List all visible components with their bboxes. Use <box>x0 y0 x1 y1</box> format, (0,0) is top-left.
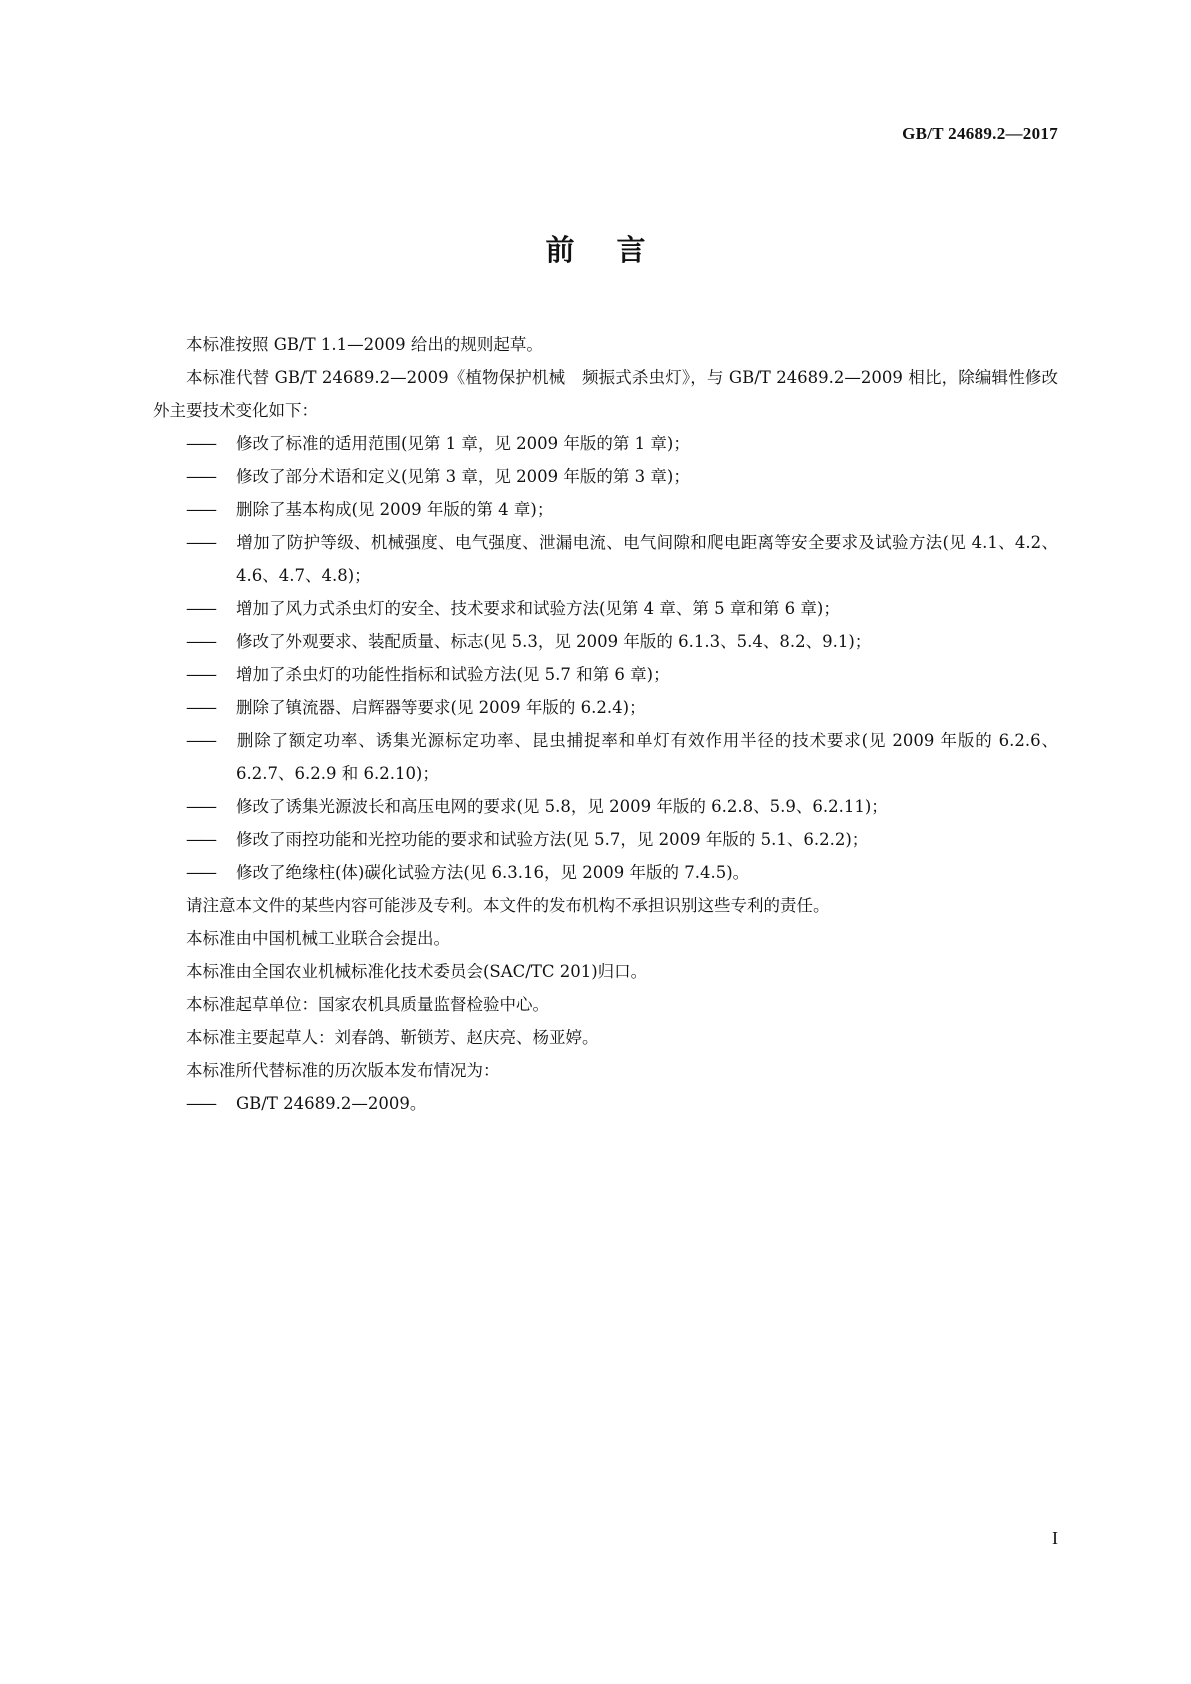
list-item <box>153 526 1058 592</box>
list-item-text: 修改了雨控功能和光控功能的要求和试验方法(见 5.7，见 2009 年版的 5.1、6.2.2)； <box>236 830 869 849</box>
dash-mark: —— <box>186 632 215 651</box>
list-item <box>153 691 1058 724</box>
list-item-text: 删除了基本构成(见 2009 年版的第 4 章)； <box>236 500 554 519</box>
paragraph-proposer: 本标准由中国机械工业联合会提出。 <box>186 929 450 948</box>
dash-mark: —— <box>186 1094 215 1113</box>
dash-mark: —— <box>186 599 215 618</box>
list-item-text: 删除了镇流器、启辉器等要求(见 2009 年版的 6.2.4)； <box>236 698 646 717</box>
list-item <box>153 592 1058 625</box>
list-item-text: 增加了风力式杀虫灯的安全、技术要求和试验方法(见第 4 章、第 5 章和第 6 章)； <box>236 599 840 618</box>
list-item-text: 删除了额定功率、诱集光源标定功率、昆虫捕捉率和单灯有效作用半径的技术要求(见 2009 年版的 6.2.6、6.2.7、6.2.9 和 6.2.10)； <box>236 731 1058 783</box>
list-item-text: 修改了标准的适用范围(见第 1 章，见 2009 年版的第 1 章)； <box>236 434 690 453</box>
dash-mark: —— <box>186 467 215 486</box>
foreword-body <box>153 328 1058 1120</box>
list-item <box>153 1087 1058 1120</box>
list-item <box>153 493 1058 526</box>
dash-mark: —— <box>186 533 215 552</box>
dash-mark: —— <box>186 797 215 816</box>
page-title: 前言 <box>545 233 688 267</box>
list-item-text: 修改了诱集光源波长和高压电网的要求(见 5.8，见 2009 年版的 6.2.8、5.9、6.2.11)； <box>236 797 888 816</box>
standard-code: GB/T 24689.2—2017 <box>902 124 1058 143</box>
list-item <box>153 460 1058 493</box>
list-item-text: 修改了绝缘柱(体)碳化试验方法(见 6.3.16，见 2009 年版的 7.4.5)。 <box>236 863 750 882</box>
list-item-text: 修改了部分术语和定义(见第 3 章，见 2009 年版的第 3 章)； <box>236 467 690 486</box>
paragraph-replacement: 本标准代替 GB/T 24689.2—2009《植物保护机械 频振式杀虫灯》，与 GB/T 24689.2—2009 相比，除编辑性修改外主要技术变化如下： <box>153 368 1058 420</box>
list-item <box>153 427 1058 460</box>
paragraph-drafting-rules: 本标准按照 GB/T 1.1—2009 给出的规则起草。 <box>186 335 543 354</box>
dash-mark: —— <box>186 863 215 882</box>
changes-list <box>153 427 1058 889</box>
paragraph-patent-notice: 请注意本文件的某些内容可能涉及专利。本文件的发布机构不承担识别这些专利的责任。 <box>186 896 830 915</box>
dash-mark: —— <box>186 830 215 849</box>
list-item <box>153 856 1058 889</box>
list-item-text: 增加了防护等级、机械强度、电气强度、泄漏电流、电气间隙和爬电距离等安全要求及试验方法(见 4.1、4.2、4.6、4.7、4.8)； <box>236 533 1058 585</box>
list-item <box>153 823 1058 856</box>
list-item <box>153 790 1058 823</box>
list-item-text: 增加了杀虫灯的功能性指标和试验方法(见 5.7 和第 6 章)； <box>236 665 670 684</box>
paragraph-committee: 本标准由全国农业机械标准化技术委员会(SAC/TC 201)归口。 <box>186 962 648 981</box>
paragraph-history-intro: 本标准所代替标准的历次版本发布情况为： <box>186 1061 500 1080</box>
dash-mark: —— <box>186 665 215 684</box>
list-item <box>153 724 1058 790</box>
list-item <box>153 658 1058 691</box>
dash-mark: —— <box>186 500 215 519</box>
dash-mark: —— <box>186 434 215 453</box>
list-item <box>153 625 1058 658</box>
paragraph-drafters: 本标准主要起草人：刘春鸽、靳锁芳、赵庆亮、杨亚婷。 <box>186 1028 599 1047</box>
dash-mark: —— <box>186 731 215 750</box>
dash-mark: —— <box>186 698 215 717</box>
page-number: I <box>1052 1528 1058 1548</box>
paragraph-drafting-unit: 本标准起草单位：国家农机具质量监督检验中心。 <box>186 995 549 1014</box>
list-item-text: 修改了外观要求、装配质量、标志(见 5.3，见 2009 年版的 6.1.3、5.4、8.2、9.1)； <box>236 632 872 651</box>
list-item-text: GB/T 24689.2—2009。 <box>236 1094 427 1113</box>
history-list <box>153 1087 1058 1120</box>
